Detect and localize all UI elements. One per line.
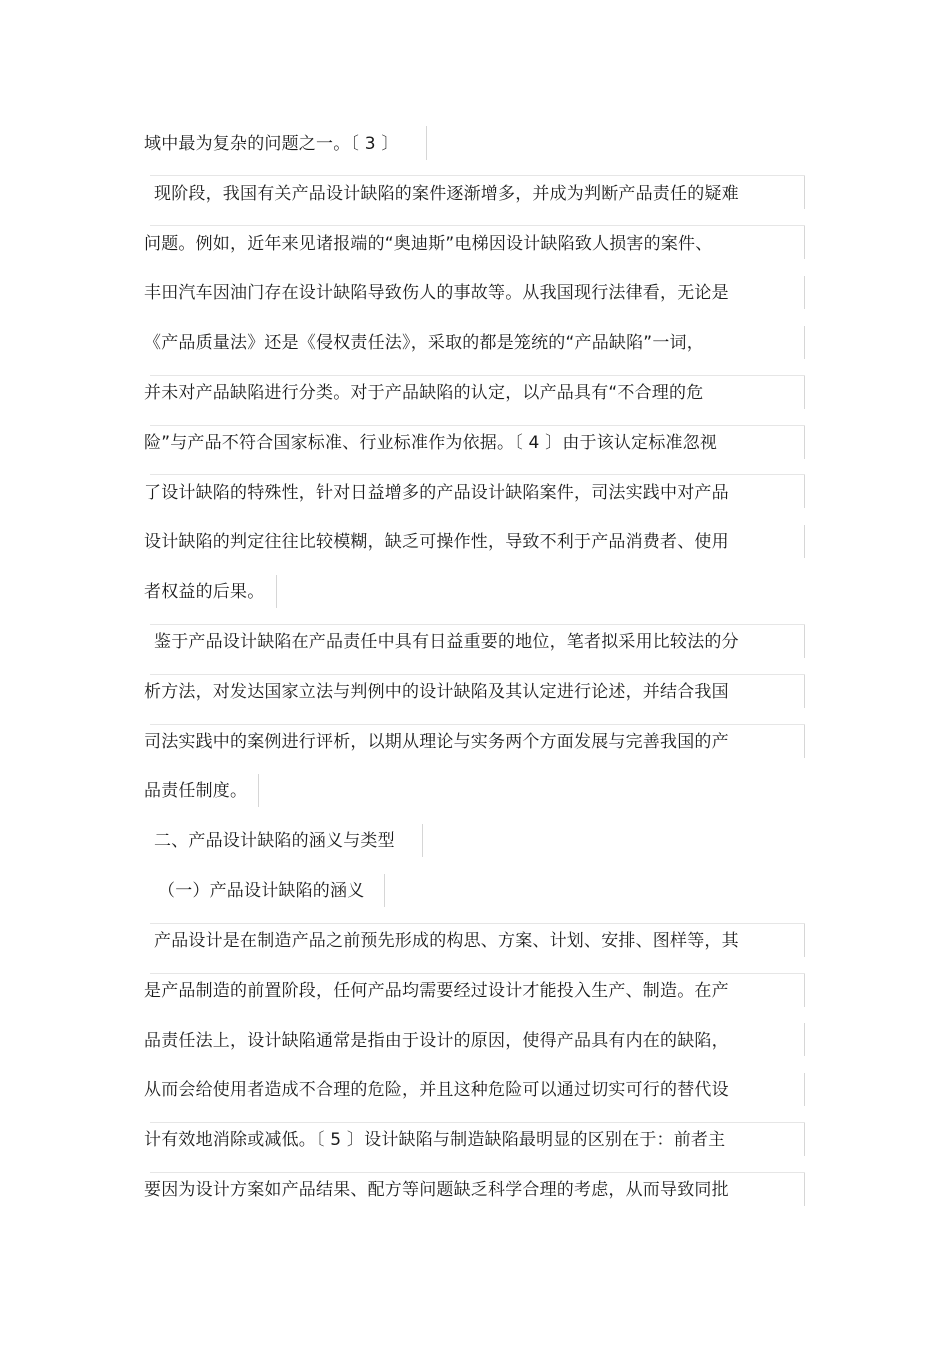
box-rule bbox=[804, 226, 805, 259]
text-line: 品责任制度。 bbox=[144, 781, 248, 801]
subsection-heading: （一）产品设计缺陷的涵义 bbox=[158, 881, 365, 901]
text-line: 品责任法上，设计缺陷通常是指由于设计的原因，使得产品具有内在的缺陷， bbox=[144, 1031, 729, 1051]
box-rule bbox=[150, 724, 805, 725]
box-rule bbox=[804, 924, 805, 957]
text-line: 了设计缺陷的特殊性，针对日益增多的产品设计缺陷案件，司法实践中对产品 bbox=[144, 483, 729, 503]
box-rule bbox=[276, 575, 277, 608]
box-rule bbox=[804, 426, 805, 459]
box-rule bbox=[150, 624, 805, 625]
box-rule bbox=[804, 176, 805, 209]
box-rule bbox=[426, 126, 427, 160]
box-rule bbox=[804, 1073, 805, 1106]
text-line: 险”与产品不符合国家标准、行业标准作为依据。〔 4 〕由于该认定标准忽视 bbox=[144, 433, 718, 453]
box-rule bbox=[804, 725, 805, 758]
paragraph-first-line: 鉴于产品设计缺陷在产品责任中具有日益重要的地位，笔者拟采用比较法的分 bbox=[154, 632, 739, 652]
text-line: 是产品制造的前置阶段，任何产品均需要经过设计才能投入生产、制造。在产 bbox=[144, 981, 729, 1001]
text-line: 要因为设计方案如产品结果、配方等问题缺乏科学合理的考虑，从而导致同批 bbox=[144, 1180, 729, 1200]
text-line: 域中最为复杂的问题之一。〔 3 〕 bbox=[144, 134, 399, 154]
box-rule bbox=[804, 625, 805, 658]
text-line: 司法实践中的案例进行评析，以期从理论与实务两个方面发展与完善我国的产 bbox=[144, 732, 729, 752]
box-rule bbox=[804, 675, 805, 708]
text-line: 设计缺陷的判定往往比较模糊，缺乏可操作性，导致不利于产品消费者、使用 bbox=[144, 532, 729, 552]
text-line: 从而会给使用者造成不合理的危险，并且这种危险可以通过切实可行的替代设 bbox=[144, 1080, 729, 1100]
box-rule bbox=[804, 276, 805, 309]
text-line: 计有效地消除或减低。〔 5 〕设计缺陷与制造缺陷最明显的区别在于：前者主 bbox=[144, 1130, 726, 1150]
paragraph-first-line: 现阶段，我国有关产品设计缺陷的案件逐渐增多，并成为判断产品责任的疑难 bbox=[154, 184, 739, 204]
text-line: 丰田汽车因油门存在设计缺陷导致伤人的事故等。从我国现行法律看，无论是 bbox=[144, 283, 729, 303]
text-line: 《产品质量法》还是《侵权责任法》，采取的都是笼统的“产品缺陷”一词， bbox=[144, 333, 704, 353]
box-rule bbox=[422, 824, 423, 857]
box-rule bbox=[804, 974, 805, 1007]
box-rule bbox=[150, 474, 805, 475]
box-rule bbox=[150, 375, 805, 376]
box-rule bbox=[804, 475, 805, 508]
text-line: 者权益的后果。 bbox=[144, 582, 265, 602]
box-rule bbox=[150, 1122, 805, 1123]
box-rule bbox=[384, 874, 385, 907]
box-rule bbox=[258, 774, 259, 807]
box-rule bbox=[804, 376, 805, 409]
box-rule bbox=[150, 923, 805, 924]
box-rule bbox=[804, 326, 805, 359]
text-line: 问题。例如，近年来见诸报端的“奥迪斯”电梯因设计缺陷致人损害的案件、 bbox=[144, 234, 713, 254]
box-rule bbox=[804, 1173, 805, 1206]
text-line: 并未对产品缺陷进行分类。对于产品缺陷的认定，以产品具有“不合理的危 bbox=[144, 383, 704, 403]
section-heading: 二、产品设计缺陷的涵义与类型 bbox=[154, 831, 395, 851]
box-rule bbox=[150, 175, 805, 176]
text-line: 析方法，对发达国家立法与判例中的设计缺陷及其认定进行论述，并结合我国 bbox=[144, 682, 729, 702]
box-rule bbox=[150, 1172, 805, 1173]
box-rule bbox=[804, 525, 805, 558]
box-rule bbox=[804, 1123, 805, 1156]
box-rule bbox=[150, 674, 805, 675]
box-rule bbox=[150, 425, 805, 426]
paragraph-first-line: 产品设计是在制造产品之前预先形成的构思、方案、计划、安排、图样等，其 bbox=[154, 931, 739, 951]
box-rule bbox=[150, 973, 805, 974]
box-rule bbox=[150, 225, 805, 226]
box-rule bbox=[804, 1023, 805, 1056]
